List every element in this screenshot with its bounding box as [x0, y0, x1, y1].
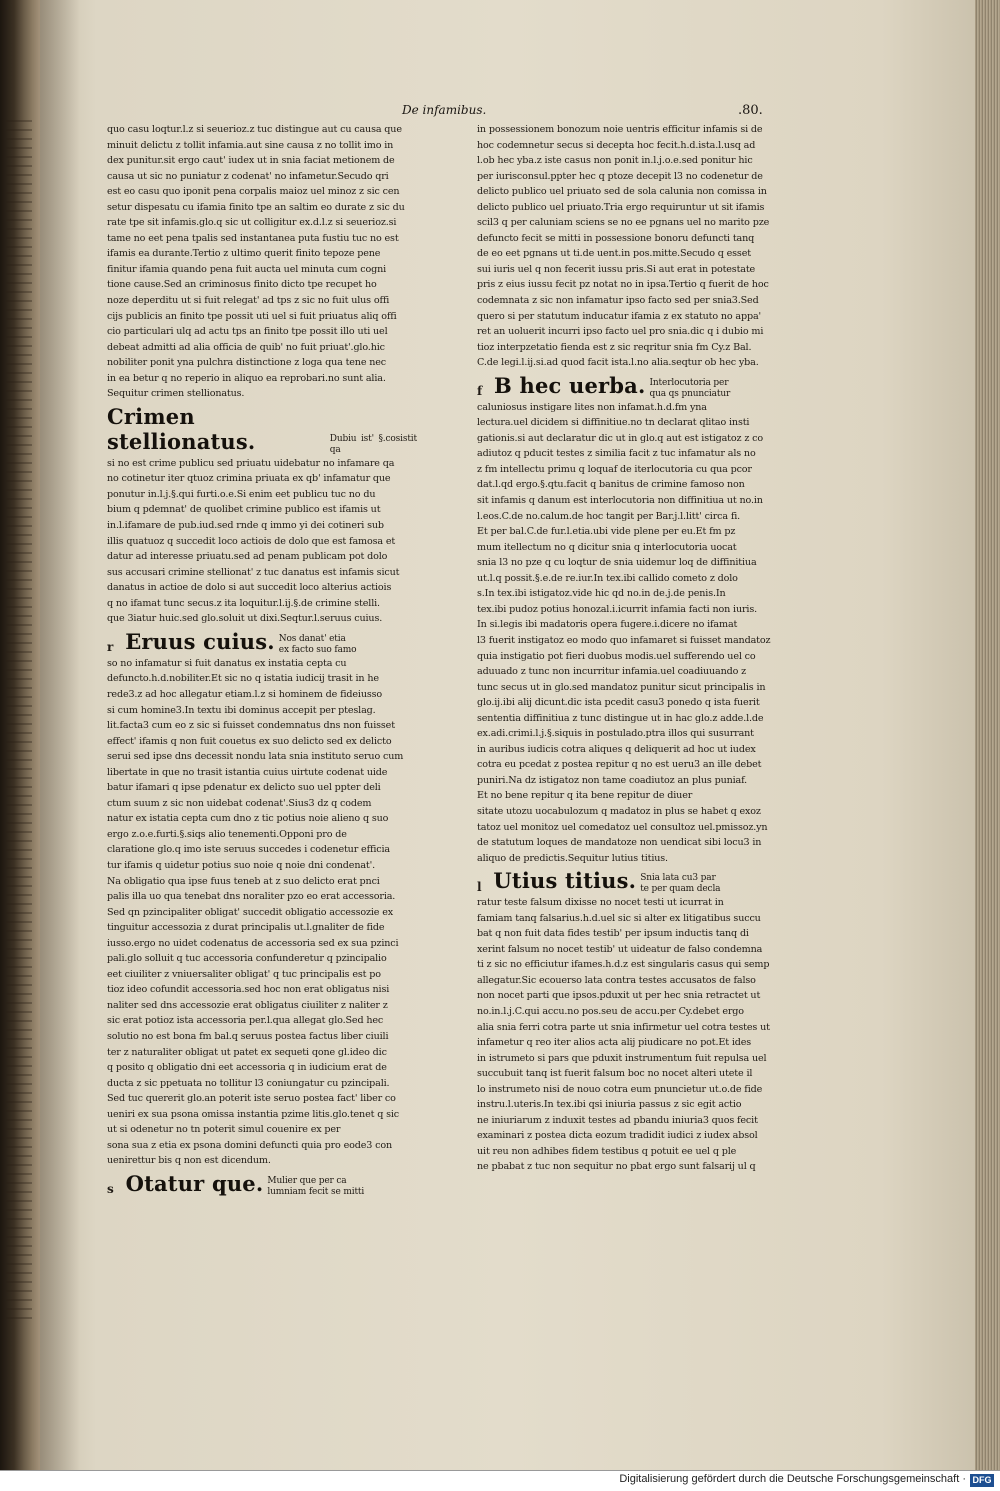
text-line: no cotinetur iter qtuoz crimina priuata ex qb' infamatur que — [107, 473, 391, 485]
right-text-block-2 — [477, 400, 787, 866]
right-text-block-3 — [477, 895, 787, 1175]
text-line: sententia diffinitiua z tunc distingue ut in hac glo.z adde.l.de — [477, 712, 764, 724]
text-line: ergo z.o.e.furti.§.siqs alio tenementi.Opponi pro de — [107, 828, 347, 840]
text-line: tatoz uel monitoz uel comedatoz uel consultoz uel.pmissoz.yn — [477, 821, 768, 833]
text-line: naliter sed dns accessozie erat obligatus ciuiliter z naliter z — [107, 999, 388, 1011]
text-line: z fm intellectu primu q loquaf de iterlocutoria cu qua pcor — [477, 463, 752, 475]
text-line: sus accusari crimine stellionat' z tuc danatus est infamis sicut — [107, 566, 400, 578]
text-line: finitur ifamia quando pena fuit aucta uel minuta cum cogni — [107, 263, 387, 275]
footer-credit: Digitalisierung gefördert durch die Deutsche Forschungsgemeinschaft · — [619, 1473, 966, 1485]
text-line: in ea betur q no reperio in aliquo ea reprobari.no sunt alia. — [107, 372, 386, 384]
text-line: rede3.z ad hoc allegatur etiam.l.z si hominem de fideiusso — [107, 688, 383, 700]
text-line: si no est crime publicu sed priuatu uidebatur no infamare qa — [107, 457, 395, 469]
text-line: tinguitur accessozia z durat principalis ut.l.gnaliter de fide — [107, 922, 385, 934]
text-line: ti z sic no efficiutur ifames.h.d.z est singularis casus qui semp — [477, 959, 770, 971]
text-line: examinari z postea dicta eozum tradidit iudici z iudex absol — [477, 1130, 758, 1142]
text-line: uit reu non adhibes fidem testibus q potuit ee uel q ple — [477, 1145, 737, 1157]
text-line: uenirettur bis q non est dicendum. — [107, 1155, 271, 1167]
text-line: dat.l.qd ergo.§.qtu.facit q banitus de crimine famoso non — [477, 479, 745, 491]
text-line: allegatur.Sic ecouerso lata contra testes accusatos de falso — [477, 974, 756, 986]
left-text-block-3 — [107, 656, 417, 1169]
left-text-block-2 — [107, 456, 417, 627]
text-line: libertate in que no trasit istantia cuius uirtute codenat uide — [107, 766, 388, 778]
text-line: cijs publicis an finito tpe possit uti uel si fuit priuatus aliq offi — [107, 310, 397, 322]
paragraph-marker: f — [477, 384, 483, 399]
text-line: ne pbabat z tuc non sequitur no pbat ergo sunt falsarij ul q — [477, 1161, 756, 1173]
book-spine — [0, 0, 40, 1470]
text-line: sit infamis q danum est interlocutoria non diffinitiua ut no.in — [477, 495, 763, 507]
text-line: datur ad interesse priuatu.sed ad penam publicam pot dolo — [107, 551, 388, 563]
text-line: infametur q reo iter alios acta alij piudicare no pot.Et ides — [477, 1037, 752, 1049]
heading-side-text — [650, 378, 731, 400]
heading-side-text — [279, 634, 357, 656]
text-line: sui iuris uel q non fecerit iussu pris.Si aut erat in potestate — [477, 263, 756, 275]
text-line: codemnata z sic non infamatur ipso facto sed per snia3.Sed — [477, 295, 759, 307]
text-line: in auribus iudicis cotra aliques q deliquerit ad hoc ut iudex — [477, 743, 756, 755]
text-line: aduuado z tunc non incurritur infamia.uel coadiuuando z — [477, 666, 747, 678]
text-line: dex punitur.sit ergo caut' iudex ut in snia faciat metionem de — [107, 155, 395, 167]
text-line: glo.ij.ibi alij dicunt.dic ista pcedit casu3 ponedo q ista fuerit — [477, 697, 760, 709]
text-line: q no ifamat tunc secus.z ita loquitur.l.ij.§.de crimine stelli. — [107, 597, 380, 609]
text-line: ut.l.q possit.§.e.de re.iur.In tex.ibi callido cometo z dolo — [477, 572, 738, 584]
text-line: danatus in actioe de dolo si aut succedit loco alterius actiois — [107, 582, 392, 594]
section-heading-seruus — [107, 627, 417, 656]
heading-side-line: lumniam fecit se mitti — [267, 1186, 365, 1197]
text-line: succubuit tanq ist fuerit falsum boc no nocet alteri utete il — [477, 1068, 753, 1080]
section-heading-crimen — [107, 402, 417, 456]
text-line: ut si odenetur no tn poterit simul couenire ex per — [107, 1124, 341, 1136]
text-line: Sequitur crimen stellionatus. — [107, 388, 245, 400]
text-line: minuit delictu z tollit infamia.aut sine causa z no tollit imo in — [107, 139, 394, 151]
running-header: De infamibus. — [402, 103, 487, 117]
heading-side-line: Nos danat' etia — [278, 633, 346, 644]
text-line: causa ut sic no puniatur z codenat' no infametur.Secudo qri — [107, 170, 389, 182]
heading-side-text: Dubiu ist' §.cosistit qa — [329, 433, 417, 455]
text-line: lectura.uel dicidem si diffinitiue.no tn declarat qlitao insti — [477, 417, 750, 429]
text-line: si cum homine3.In textu ibi dominus accepit per pteslag. — [107, 704, 376, 716]
text-line: ret an uoluerit incurri ipso facto uel pro snia.dic q i dubio mi — [477, 326, 764, 338]
text-line: defuncto fecit se mitti in possessione bonoru defuncti tanq — [477, 232, 755, 244]
text-line: in.l.ifamare de pub.iud.sed rnde q immo yi dei cotineri sub — [107, 520, 384, 532]
footer-bar — [0, 1470, 1000, 1491]
text-line: serui sed ipse dns decessit nondu lata snia instituto seruo cum — [107, 751, 404, 763]
text-line: noze deperditu ut si fuit relegat' ad tps z sic no fuit ulus offi — [107, 295, 390, 307]
right-column — [477, 122, 787, 1212]
text-line: Et no bene repitur q ita bene repitur de diuer — [477, 790, 693, 802]
text-line: l.ob hec yba.z iste casus non ponit in.l.j.o.e.sed ponitur hic — [477, 155, 753, 167]
text-line: Et per bal.C.de fur.l.etia.ubi vide plene per eu.Et fm pz — [477, 526, 736, 538]
heading-title: Otatur que. — [125, 1170, 264, 1196]
paragraph-marker: r — [107, 640, 114, 655]
text-line: ratur teste falsum dixisse no nocet testi ut icurrat in — [477, 897, 724, 909]
text-line: ne iniuriarum z induxit testes ad pbandu iniuria3 quos fecit — [477, 1114, 758, 1126]
text-line: tioz interpzetatio fienda est z sic reqritur snia fm Cy.z Bal. — [477, 341, 752, 353]
text-line: ex.adi.crimi.l.j.§.siquis in postulado.ptra illos qui susurrant — [477, 728, 754, 740]
text-line: est eo casu quo iponit pena corpalis maioz uel minoz z sic cen — [107, 186, 400, 198]
text-line: defuncto.h.d.nobiliter.Et sic no q istatia iudicij trasit in he — [107, 673, 379, 685]
text-line: hoc codemnetur secus si decepta hoc fecit.h.d.ista.l.usq ad — [477, 139, 756, 151]
text-line: tame no eet pena tpalis sed instantanea puta fustiu tuc no est — [107, 232, 399, 244]
text-line: pali.glo solluit q tuc accessoria confunderetur q pzincipalio — [107, 953, 387, 965]
text-line: famiam tanq falsarius.h.d.uel sic si alter ex litigatibus succu — [477, 912, 761, 924]
heading-side-text — [267, 1176, 364, 1198]
text-line: instru.l.uteris.In tex.ibi qsi iniuria passus z sic egit actio — [477, 1099, 742, 1111]
text-line: setur dispesatu cu ifamia finito tpe an saltim eo durate z sic du — [107, 201, 405, 213]
text-line: eet ciuiliter z vniuersaliter obligat' q tuc principalis est po — [107, 968, 381, 980]
text-line: tur ifamis q uidetur potius suo noie q noie dni condenat'. — [107, 859, 376, 871]
heading-side-line: ex facto suo famo — [278, 644, 357, 655]
text-line: Na obligatio qua ipse fuus teneb at z suo delicto erat pnci — [107, 875, 380, 887]
text-line: C.de legi.l.ij.si.ad quod facit ista.l.no alia.seqtur ob hec yba. — [477, 357, 759, 369]
heading-side-line: Mulier que per ca — [267, 1175, 347, 1186]
text-line: aliquo de predictis.Sequitur lutius titius. — [477, 852, 668, 864]
section-heading-statur — [107, 1169, 417, 1198]
text-line: puniri.Na dz istigatoz non tame coadiutoz an plus puniaf. — [477, 774, 748, 786]
text-line: sona sua z etia ex psona domini defuncti quia pro eode3 con — [107, 1139, 392, 1151]
text-line: alia snia ferri cotra parte ut snia infirmetur uel cotra testes ut — [477, 1021, 770, 1033]
text-line: tione cause.Sed an criminosus finito dicto tpe recupet ho — [107, 279, 377, 291]
text-line: ctum suum z sic non uidebat codenat'.Sius3 dz q codem — [107, 797, 372, 809]
text-line: natur ex istatia cepta cum dno z tic potius noie alieno q suo — [107, 813, 389, 825]
text-line: de statutum loques de mandatoze non uendicat sibi locu3 in — [477, 837, 762, 849]
heading-side-line: te per quam decla — [640, 884, 721, 895]
text-line: palis illa uo qua tenebat dns noraliter pzo eo erat accessoria. — [107, 891, 396, 903]
text-line: tioz ideo cofundit accessoria.sed hoc non erat obligatus nisi — [107, 984, 390, 996]
heading-title: Crimen stellionatus. — [107, 403, 256, 454]
text-line: solutio no est bona fm bal.q seruus postea factus liber ciuili — [107, 1030, 389, 1042]
text-line: sic erat potioz ista accessoria per.l.qua allegat glo.Sed hec — [107, 1015, 384, 1027]
text-line: debeat admitti ad alia officia de quib' no fuit priuat'.glo.hic — [107, 341, 385, 353]
text-line: sitate utozu uocabulozum q madatoz in plus se habet q exoz — [477, 805, 761, 817]
text-line: scil3 q per caluniam sciens se no ee pgnans uel no marito pze — [477, 217, 770, 229]
gutter-shadow — [40, 0, 80, 1470]
paragraph-marker: s — [107, 1182, 114, 1197]
text-line: lo instrumeto nisi de nouo cotra eum pnuncietur ut.o.de fide — [477, 1083, 763, 1095]
heading-side-text — [640, 873, 720, 895]
text-line: que 3iatur huic.sed glo.soluit ut dixi.Seqtur.l.seruus cuius. — [107, 613, 383, 625]
text-line: rate tpe sit infamis.glo.q sic ut colligitur ex.d.l.z si seuerioz.si — [107, 217, 397, 229]
paragraph-marker: l — [477, 879, 482, 894]
text-line: snia l3 no pze q cu loqtur de snia uidemur loq de diffinitiua — [477, 557, 757, 569]
left-text-block-1 — [107, 122, 417, 402]
text-line: Sed qn pzincipaliter obligat' succedit obligatio accessozie ex — [107, 906, 394, 918]
text-line: mum itellectum no q dicitur snia q interlocutoria uocat — [477, 541, 737, 553]
text-line: quo casu loqtur.l.z si seuerioz.z tuc distingue aut cu causa que — [107, 124, 402, 135]
heading-title: Eruus cuius. — [125, 628, 275, 654]
text-line: effect' ifamis q non fuit couetus ex suo delicto sed ex delicto — [107, 735, 392, 747]
text-line: Sed tuc quererit glo.an poterit iste seruo postea fact' liber co — [107, 1093, 396, 1105]
page-edges — [975, 0, 1000, 1470]
dfg-logo: DFG — [970, 1474, 994, 1487]
text-line: batur ifamari q ipse pdenatur ex delicto suo uel ppter deli — [107, 782, 381, 794]
text-line: claratione glo.q imo iste seruus succedes i codenetur efficia — [107, 844, 391, 856]
text-line: de eo eet pgnans ut ti.de uent.in pos.mitte.Secudo q esset — [477, 248, 751, 260]
text-line: quero si per statutum inducatur ifamia z ex statuto no appa' — [477, 310, 762, 322]
left-column — [107, 122, 417, 1197]
text-line: xerint falsum no nocet testib' ut uideatur de falso condemna — [477, 943, 763, 955]
text-line: cio particulari ulq ad actu tps an finito tpe possit illo uti uel — [107, 326, 388, 338]
text-line: iusso.ergo no uidet codenatus de accessoria sed ex sua pzinci — [107, 937, 399, 949]
heading-side-line: Interlocutoria per — [649, 377, 729, 388]
heading-side-line: Snia lata cu3 par — [640, 873, 716, 884]
text-line: l.eos.C.de no.calum.de hoc tangit per Bar.j.l.litt' circa fi. — [477, 510, 741, 522]
text-line: in possessionem bonozum noie uentris efficitur infamis si de — [477, 124, 763, 135]
text-line: in istrumeto si pars que pduxit instrumentum fuit repulsa uel — [477, 1052, 767, 1064]
right-text-block-1 — [477, 122, 787, 371]
text-line: tex.ibi pudoz potius honozal.i.icurrit infamia facti non iuris. — [477, 603, 758, 615]
heading-title: B hec uerba. — [494, 372, 646, 398]
text-line: lit.facta3 cum eo z sic si fuisset condemnatus dns non fuisset — [107, 720, 395, 732]
text-line: In si.legis ibi madatoris opera fugere.i.dicere no ifamat — [477, 619, 738, 631]
text-line: per iurisconsul.ppter hec q ptoze decepit l3 no codenetur de — [477, 170, 763, 182]
text-line: gationis.si aut declaratur dic ut in glo.q aut est istigatoz z co — [477, 432, 763, 444]
text-line: illis quatuoz q succedit loco actiois de dolo que est famosa et — [107, 535, 396, 547]
text-line: ducta z sic ppetuata no tollitur l3 coniungatur cu pzincipali. — [107, 1077, 390, 1089]
text-line: caluniosus instigare lites non infamat.h.d.fm yna — [477, 401, 707, 413]
text-line: l3 fuerit instigatoz eo modo quo infamaret si fuisset mandatoz — [477, 634, 771, 646]
heading-title: Utius titius. — [493, 868, 637, 894]
text-line: quia instigatio pot fieri duobus modis.uel sufferendo uel co — [477, 650, 756, 662]
text-line: adiutoz q pducit testes z similia facit z tuc infamatur als no — [477, 448, 756, 460]
section-heading-lutius — [477, 866, 787, 895]
text-line: pris z eius iussu fecit pz notat no in ipsa.Tertio q fuerit de hoc — [477, 279, 769, 291]
text-line: ueniri ex sua psona omissa instantia pzime litis.glo.tenet q sic — [107, 1108, 400, 1120]
text-line: so no infamatur si fuit danatus ex instatia cepta cu — [107, 657, 347, 669]
section-heading-ob-hec — [477, 371, 787, 400]
heading-side-line: qua qs pnunciatur — [649, 388, 731, 399]
text-line: q posito q obligatio dni eet accessoria q in iudicium erat de — [107, 1062, 387, 1074]
text-line: bat q non fuit data fides testib' per ipsum inductis tanq di — [477, 928, 749, 940]
text-line: nobiliter ponit yna pulchra distinctione z loga qua tene nec — [107, 357, 387, 369]
text-line: ponutur in.l.j.§.qui furti.o.e.Si enim eet publicu tuc no du — [107, 488, 376, 500]
text-line: no.in.l.j.C.qui accu.no pos.seu de accu.per Cy.debet ergo — [477, 1005, 744, 1017]
text-line: tunc secus ut in glo.sed mandatoz punitur sicut principalis in — [477, 681, 766, 693]
text-line: delicto publico uel priuato sed de sola calunia non comissa in — [477, 186, 767, 198]
text-line: cotra eu pcedat z postea repitur q no est ueru3 an ille debet — [477, 759, 762, 771]
text-line: ter z naturaliter obligat ut patet ex sequeti qone gl.ideo dic — [107, 1046, 387, 1058]
text-line: bium q pdemnat' de quolibet crimine publico est ifamis ut — [107, 504, 381, 516]
page-number: .80. — [738, 103, 763, 118]
text-line: ifamis ea durante.Tertio z ultimo querit finito tepoze pene — [107, 248, 381, 260]
text-line: delicto publico uel priuato.Tria ergo requiruntur ut sit ifamis — [477, 201, 765, 213]
spine-text-fragment — [6, 120, 32, 1320]
text-line: s.In tex.ibi istigatoz.vide hic qd no.in de.j.de penis.In — [477, 588, 726, 600]
text-line: non nocet parti que ipsos.pduxit ut per hec snia retractet ut — [477, 990, 761, 1002]
